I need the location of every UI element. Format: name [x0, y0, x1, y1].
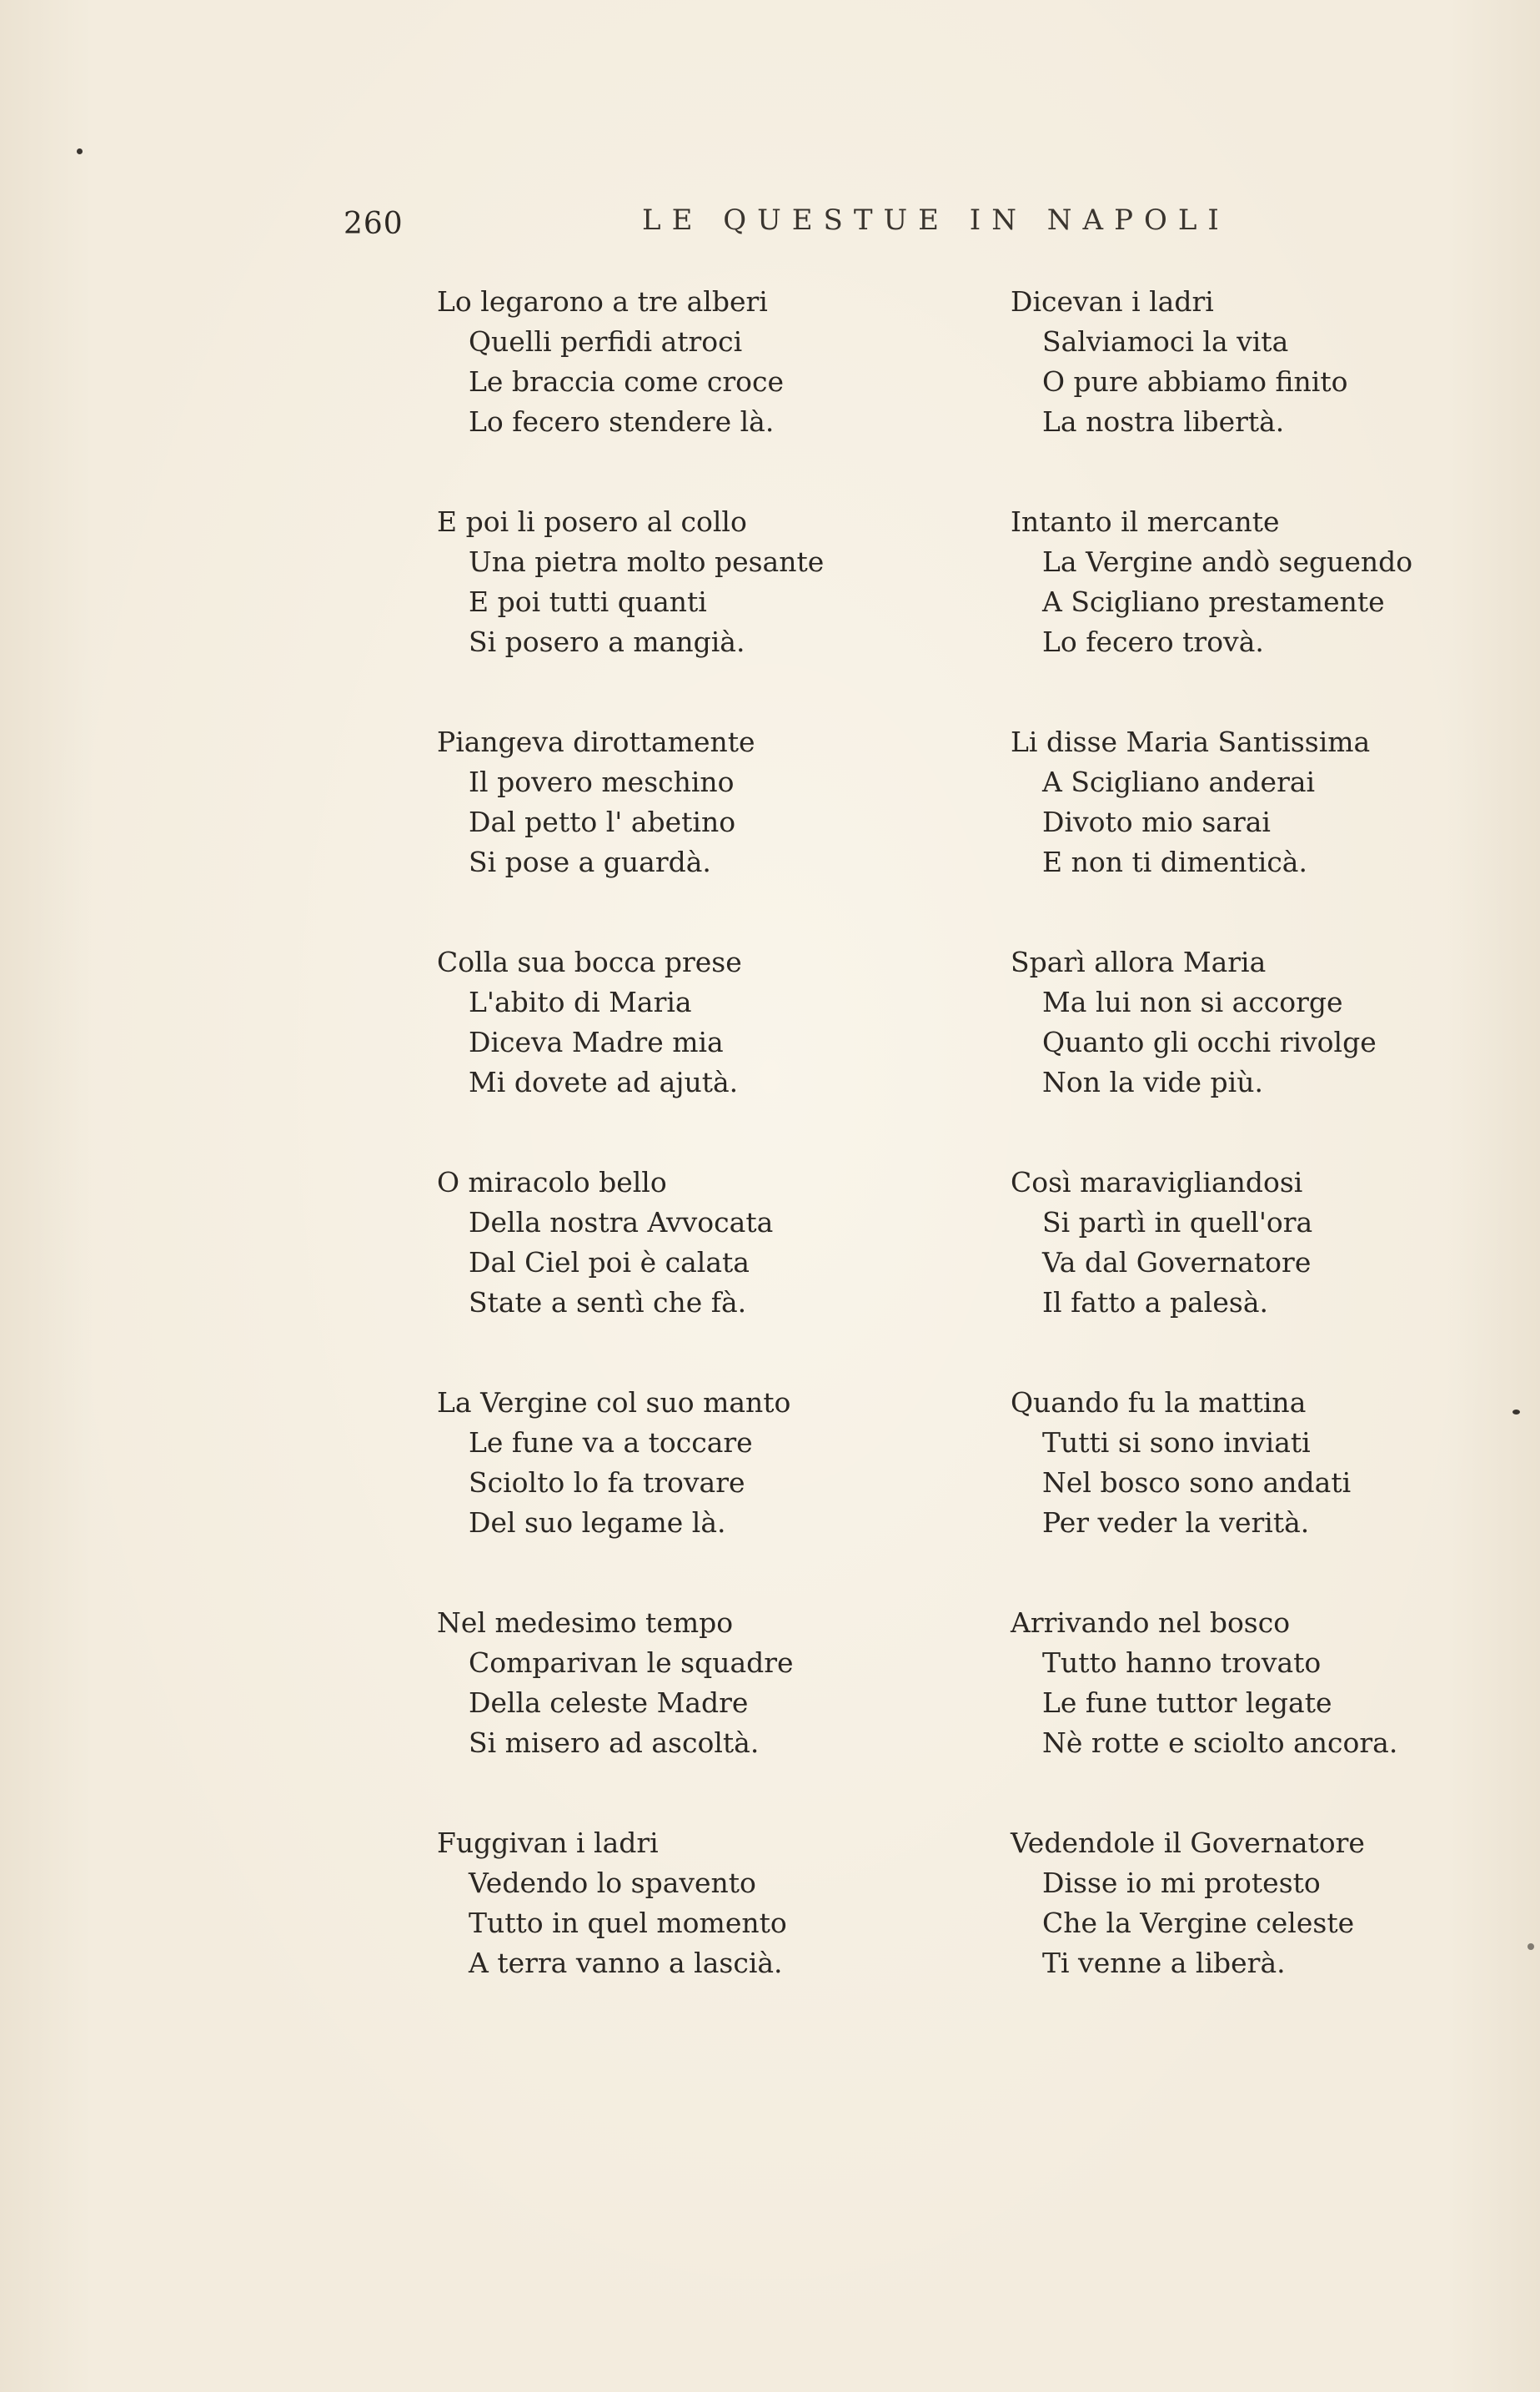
- verse-line: A Scigliano prestamente: [1042, 585, 1385, 618]
- verse-line: Ti venne a liberà.: [1042, 1947, 1286, 1979]
- verse-line: E poi li posero al collo: [437, 505, 747, 538]
- verse-line: Dicevan i ladri: [1011, 285, 1214, 318]
- verse-line: Divoto mio sarai: [1042, 806, 1271, 838]
- page-number: 260: [344, 207, 404, 241]
- stanza: [1011, 1163, 1477, 1383]
- right-column: [1011, 282, 1477, 2043]
- stanza: [437, 282, 904, 502]
- stanza: [1011, 722, 1477, 942]
- verse-line: Le braccia come croce: [469, 365, 784, 398]
- verse-line: Nel bosco sono andati: [1042, 1466, 1352, 1499]
- stanza: [1011, 502, 1477, 722]
- stanza: [437, 1383, 904, 1603]
- ink-speck: [1527, 1943, 1534, 1950]
- verse-line: Le fune tuttor legate: [1042, 1686, 1332, 1719]
- verse-line: Sciolto lo fa trovare: [469, 1466, 745, 1499]
- verse-line: Si partì in quell'ora: [1042, 1206, 1313, 1239]
- verse-line: La nostra libertà.: [1042, 405, 1285, 438]
- verse-line: Tutti si sono inviati: [1042, 1426, 1311, 1459]
- verse-line: Comparivan le squadre: [469, 1646, 794, 1679]
- verse-line: E poi tutti quanti: [469, 585, 707, 618]
- verse-line: Vedendo lo spavento: [469, 1867, 756, 1899]
- running-title: LE QUESTUE IN NAPOLI: [642, 204, 1230, 237]
- stanza: [1011, 1383, 1477, 1603]
- verse-line: Lo legarono a tre alberi: [437, 285, 768, 318]
- verse-line: A Scigliano anderai: [1042, 766, 1316, 798]
- verse-line: L'abito di Maria: [469, 986, 692, 1018]
- verse-line: O pure abbiamo finito: [1042, 365, 1348, 398]
- verse-line: Quelli perfidi atroci: [469, 325, 743, 358]
- verse-line: Piangeva dirottamente: [437, 726, 755, 758]
- verse-line: E non ti dimenticà.: [1042, 846, 1307, 878]
- verse-line: Della nostra Avvocata: [469, 1206, 774, 1239]
- verse-line: Una pietra molto pesante: [469, 545, 825, 578]
- verse-line: Nel medesimo tempo: [437, 1606, 734, 1639]
- verse-line: Si posero a mangià.: [469, 626, 745, 658]
- verse-line: Mi dovete ad ajutà.: [469, 1066, 739, 1098]
- verse-line: Disse io mi protesto: [1042, 1867, 1321, 1899]
- verse-line: Quando fu la mattina: [1011, 1386, 1307, 1419]
- page-header: [0, 198, 1540, 249]
- stanza: [1011, 282, 1477, 502]
- verse-line: Il povero meschino: [469, 766, 735, 798]
- verse-line: Le fune va a toccare: [469, 1426, 753, 1459]
- verse-line: Tutto hanno trovato: [1042, 1646, 1322, 1679]
- left-column: [437, 282, 904, 2043]
- stanza: [437, 722, 904, 942]
- verse-line: Li disse Maria Santissima: [1011, 726, 1371, 758]
- verse-line: Tutto in quel momento: [469, 1907, 787, 1939]
- stanza: [1011, 942, 1477, 1163]
- verse-line: Sparì allora Maria: [1011, 946, 1267, 978]
- verse-line: Ma lui non si accorge: [1042, 986, 1343, 1018]
- stanza: [437, 502, 904, 722]
- stanza: [437, 1603, 904, 1823]
- stanza: [437, 1163, 904, 1383]
- verse-line: Non la vide più.: [1042, 1066, 1263, 1098]
- verse-line: Si misero ad ascoltà.: [469, 1726, 760, 1759]
- verse-line: Del suo legame là.: [469, 1506, 726, 1539]
- verse-line: Lo fecero stendere là.: [469, 405, 775, 438]
- stanza: [437, 942, 904, 1163]
- verse-line: State a sentì che fà.: [469, 1286, 747, 1319]
- stanza: [1011, 1603, 1477, 1823]
- verse-line: Dal Ciel poi è calata: [469, 1246, 750, 1279]
- verse-line: Colla sua bocca prese: [437, 946, 742, 978]
- verse-line: O miracolo bello: [437, 1166, 667, 1199]
- verse-line: Arrivando nel bosco: [1011, 1606, 1291, 1639]
- ink-speck: [1512, 1410, 1520, 1415]
- verse-line: La Vergine andò seguendo: [1042, 545, 1413, 578]
- verse-line: A terra vanno a lascià.: [469, 1947, 783, 1979]
- verse-line: Per veder la verità.: [1042, 1506, 1310, 1539]
- verse-line: Vedendole il Governatore: [1011, 1827, 1365, 1859]
- verse-line: Quanto gli occhi rivolge: [1042, 1026, 1377, 1058]
- stanza: [437, 1823, 904, 2043]
- verse-line: Così maravigliandosi: [1011, 1166, 1303, 1199]
- verse-line: Fuggivan i ladri: [437, 1827, 659, 1859]
- verse-line: Della celeste Madre: [469, 1686, 749, 1719]
- verse-line: Va dal Governatore: [1042, 1246, 1312, 1279]
- verse-line: Che la Vergine celeste: [1042, 1907, 1355, 1939]
- verse-line: Lo fecero trovà.: [1042, 626, 1264, 658]
- verse-line: La Vergine col suo manto: [437, 1386, 791, 1419]
- verse-line: Il fatto a palesà.: [1042, 1286, 1268, 1319]
- ink-speck: [77, 148, 83, 154]
- verse-line: Intanto il mercante: [1011, 505, 1280, 538]
- verse-line: Nè rotte e sciolto ancora.: [1042, 1726, 1398, 1759]
- verse-line: Si pose a guardà.: [469, 846, 711, 878]
- verse-line: Diceva Madre mia: [469, 1026, 724, 1058]
- verse-line: Dal petto l' abetino: [469, 806, 736, 838]
- stanza: [1011, 1823, 1477, 2043]
- verse-line: Salviamoci la vita: [1042, 325, 1289, 358]
